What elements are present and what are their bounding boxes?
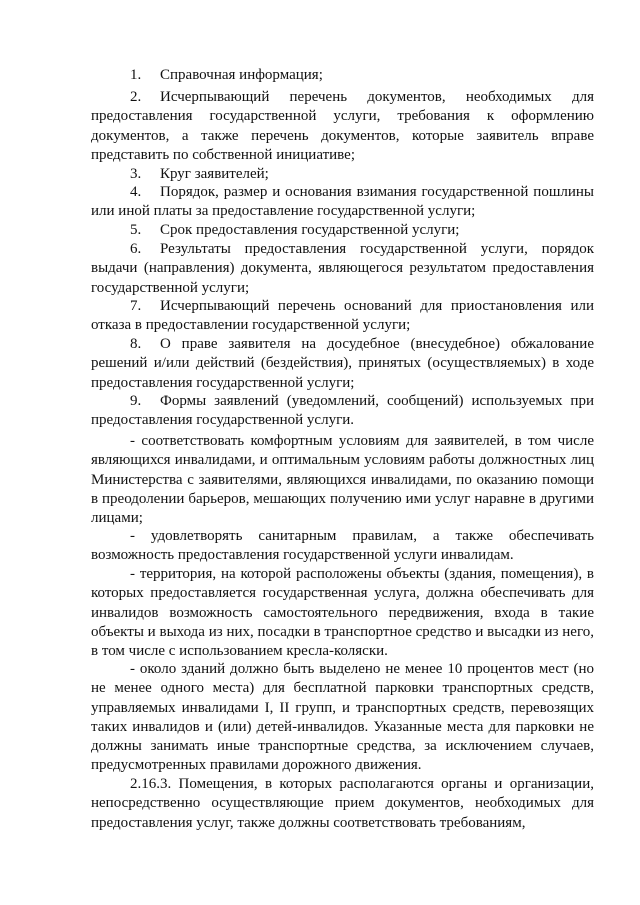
list-text-first-line: Порядок, размер и основания взимания государственной пошлины (160, 184, 594, 200)
list-text-rest: отказа в предоставлении государственной услуги; (91, 317, 411, 334)
paragraph: - около зданий должно быть выделено не менее 10 процентов мест (но не менее одного места) для бесплатной парковки транспортных средств, управляемых инвалидами I, II групп, и транспортных средств, перевозящих таких инвалидов и (или) детей-инвалидов. Указанные места для парковки не должны занимать иные транспортные средства, за исключением случаев, предусмотренных правилами дорожного движения. (91, 661, 594, 774)
list-item-7 (91, 297, 594, 336)
list-item-9 (91, 392, 594, 431)
list-text-first-line: Исчерпывающий перечень документов, необходимых для (160, 89, 594, 105)
list-number: 6. (130, 241, 142, 257)
list-text: Круг заявителей; (160, 166, 269, 182)
list-number: 1. (130, 67, 142, 83)
list-text-rest: предоставления государственной услуги. (91, 412, 355, 429)
list-item-6 (91, 240, 594, 298)
list-text-first-line: Формы заявлений (уведомлений, сообщений) используемых при (160, 393, 594, 409)
list-item-4 (91, 183, 594, 222)
list-item-5 (91, 221, 594, 240)
list-number: 2. (130, 89, 142, 105)
list-text-rest: или иной платы за предоставление государственной услуги; (91, 203, 476, 220)
list-text: Справочная информация; (160, 67, 323, 83)
list-item-3 (91, 165, 594, 184)
list-number: 8. (130, 336, 142, 352)
list-text-rest: решений и/или действий (бездействия), принятых (осуществляемых) в ходе предоставления государственной услуги; (91, 355, 594, 391)
list-text-rest: выдачи (направления) документа, являющегося результатом предоставления государственной услуги; (91, 260, 594, 296)
list-text: Срок предоставления государственной услуги; (160, 222, 460, 238)
list-number: 7. (130, 298, 142, 314)
paragraph: - соответствовать комфортным условиям для заявителей, в том числе являющихся инвалидами, и оптимальным условиям работы должностных лиц Министерства с заявителями, являющихся инвалидами, по оказанию помощи в преодолении барьеров, мешающих получению ими услуг наравне в другими лицами; (91, 433, 594, 527)
paragraph: - территория, на которой расположены объекты (здания, помещения), в которых предоставляется государственная услуга, должна обеспечивать для инвалидов возможность самостоятельного передвижения, входа в такие объекты и выхода из них, посадки в транспортное средство и высадки из него, в том числе с использованием кресла-коляски. (91, 566, 594, 660)
list-item-8 (91, 335, 594, 393)
list-text-rest: предоставления государственной услуги, требования к оформлению документов, а также перечень документов, которые заявитель вправе представить по собственной инициативе; (91, 108, 594, 163)
list-item-2 (91, 88, 594, 165)
list-item-1 (91, 66, 594, 85)
list-text-first-line: О праве заявителя на досудебное (внесудебное) обжалование (160, 336, 594, 352)
list-number: 4. (130, 184, 142, 200)
list-text-first-line: Результаты предоставления государственной услуги, порядок (160, 241, 594, 257)
list-text-first-line: Исчерпывающий перечень оснований для приостановления или (160, 298, 594, 314)
paragraph: 2.16.3. Помещения, в которых располагаются органы и организации, непосредственно осуществляющие прием документов, необходимых для предоставления услуг, также должны соответствовать требованиям, (91, 776, 594, 831)
list-number: 9. (130, 393, 142, 409)
paragraph: - удовлетворять санитарным правилам, а также обеспечивать возможность предоставления государственной услуги инвалидам. (91, 528, 594, 564)
list-number: 3. (130, 166, 142, 182)
list-number: 5. (130, 222, 142, 238)
